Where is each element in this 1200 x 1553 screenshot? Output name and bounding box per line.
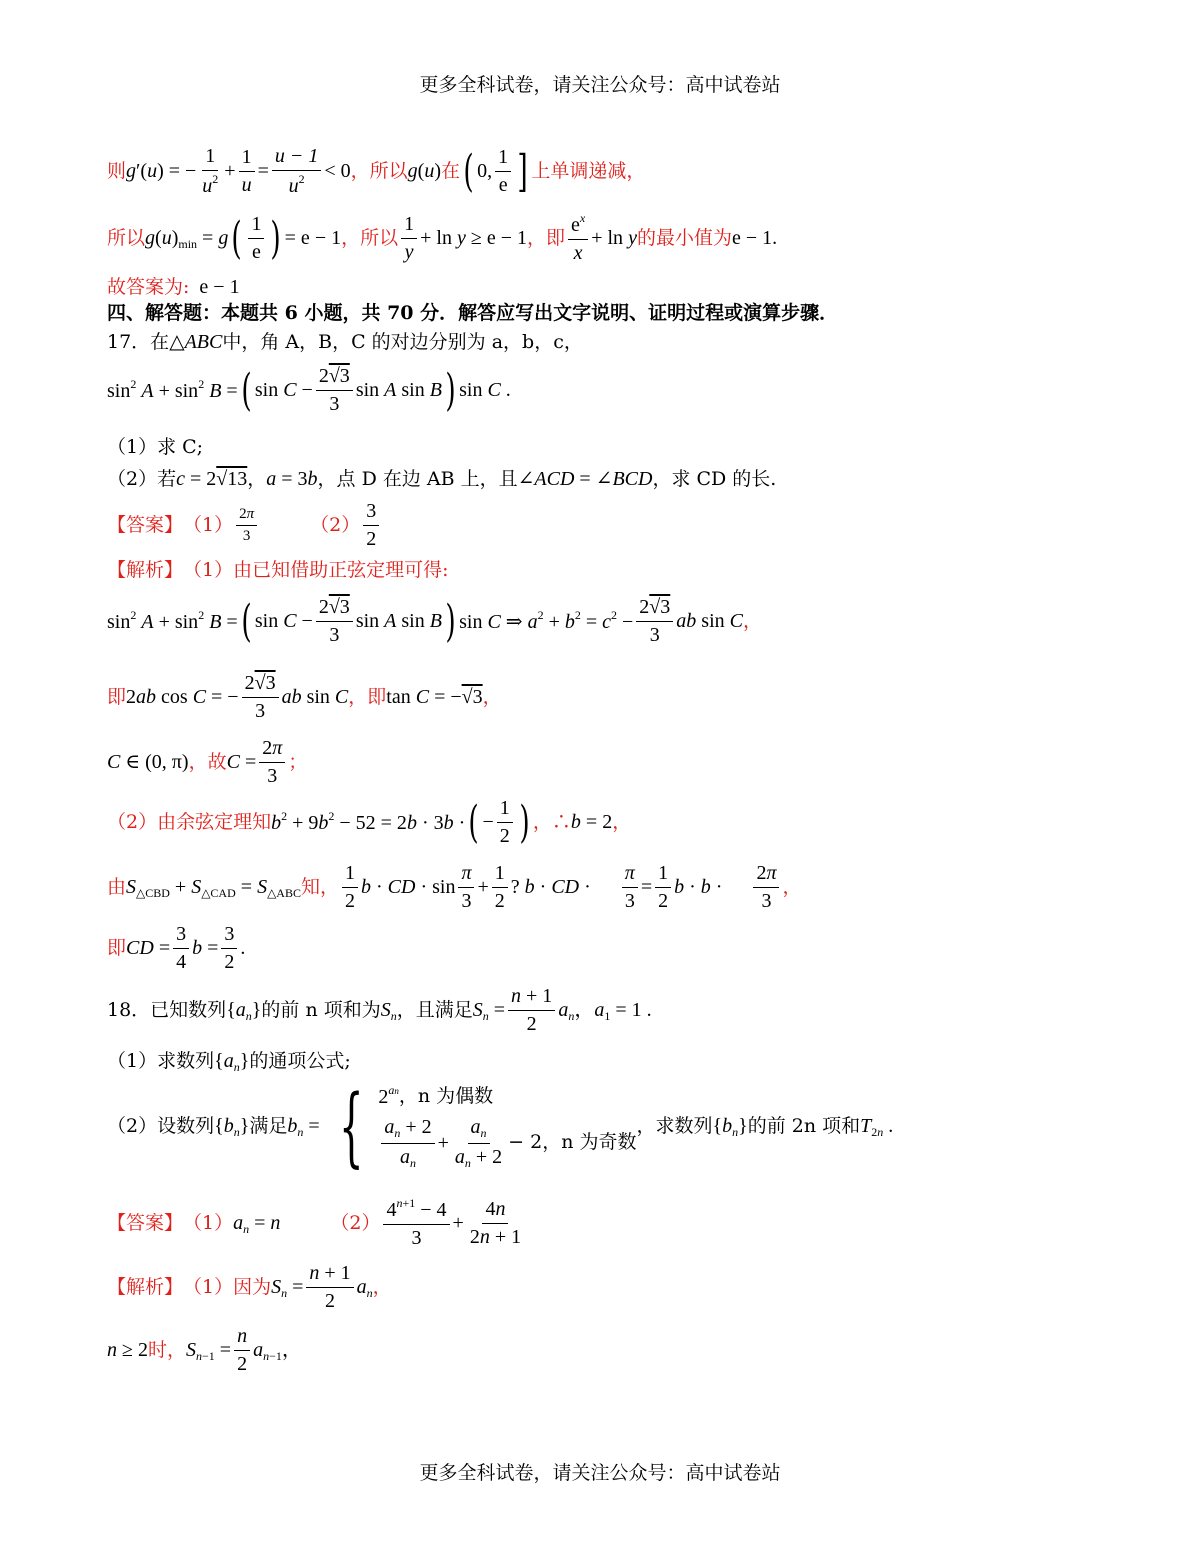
q18-part2: （2）设数列 $\{b_n\}$ 满足 $b_n$ = { $2^{an}$ ，n 为偶数 $a_n + 2$ $a_n$ + $\frac{a_n}{a_n + 2}$ − 2，n 为奇数 ，求数列 $\{b_n\}$ 的前 2n 项和 $T_{2n}$ . (107, 1076, 894, 1177)
line-derivative: 则 g′(u) = − $\frac{1}{u^2}$ + $\frac{1}{u}$ = $\frac{u - 1}{u^2}$ < 0 ，所以 g(u) 在 ( 0, 1 e ] 上单调递减， (107, 145, 646, 197)
q18-part1: （1）求数列 $\{a_n\}$ 的通项公式; (107, 1050, 351, 1074)
q17-part1: （1）求 C; (107, 436, 204, 458)
q17-solution-heading: 【解析】 （1）由已知借助正弦定理可得: (107, 559, 449, 581)
q17-stem: 17．在 △ABC 中，角 A，B，C 的对边分别为 a，b，c， (107, 330, 583, 353)
q18-answer: 【答案】 （1） $a_n = n$ （2） $4^{n+1} - 4$ 3 + $\frac{4n}{2n + 1}$ (107, 1196, 522, 1249)
q17-part2: （2）若 c = 2√13 ， a = 3b ，点 D 在边 AB 上，且 ∠ACD = ∠BCD ，求 CD 的长. (107, 467, 777, 490)
line-minimum: 所以 $g(u)_{min} = g$ ( 1 e ) = e − 1 ，所以 1 y + ln y ≥ e − 1 ，即 $e^x$ x + ln y 的最小值为 e − 1. (107, 211, 778, 264)
q18-solution-2: n ≥ 2 时， $S_{n-1}$ = $\frac{n}{2}$ $a_{n-1}$， (107, 1325, 302, 1375)
q17-solution-eq4: （2）由余弦定理知 $b^2 + 9b^2 - 52 = 2b \cdot 3b$ · ( − $\frac{1}{2}$ ) ，∴ b = 2 ， (107, 796, 632, 848)
q18-stem: 18．已知数列 $\{a_n\}$ 的前 n 项和为 $S_n$ ，且满足 $S_n$ = $\frac{n + 1}{2}$ $a_n$，$a_1 = 1$ . (107, 985, 652, 1035)
page-header: 更多全科试卷，请关注公众号：高中试卷站 (419, 74, 781, 96)
q17-solution-eq5: 由 $S_{\triangle CBD} + S_{\triangle CAD} = S_{\triangle ABC}$ 知， 1 2 b · CD · sin π 3 + $\frac{1}{2}$ ? b · CD · $\frac{\pi}{3}$ = $\frac{1}{2}$ b · b · 2π 3 ， (107, 862, 802, 912)
section-heading: 四、解答题：本题共 6 小题，共 70 分．解答应写出文字说明、证明过程或演算步骤． (107, 302, 839, 324)
q17-solution-eq3: C ∈ (0, π) ，故 C = $\frac{2\pi}{3}$ ； (107, 737, 308, 787)
q17-solution-final: 即 CD = $\frac{3}{4}$ b = $\frac{3}{2}$ . (107, 923, 246, 973)
q17-solution-eq2: 即 2ab cos C = − $\frac{2√3}{3}$ ab sin C ，即 tan C = −√3 ， (107, 672, 502, 722)
q17-answer: 【答案】 （1） 2π 3 （2） 3 2 (107, 500, 382, 551)
page-footer: 更多全科试卷，请关注公众号：高中试卷站 (419, 1462, 781, 1484)
q18-solution-1: 【解析】 （1）因为 $S_n$ = $\frac{n + 1}{2}$ $a_n$ ， (107, 1262, 392, 1312)
q17-equation: $\sin^2 A + \sin^2 B$ = ( sin C − $\frac{2√3}{3}$ sin A sin B ) sin C . (107, 364, 511, 416)
line-answer-16: 故答案为: e − 1 (107, 275, 240, 298)
q17-solution-eq1: $\sin^2 A + \sin^2 B$ = ( sin C − $\frac{2√3}{3}$ sin A sin B ) sin C ⇒ $a^2 + b^2 = c^2$ − $\frac{2√3}{3}$ ab sin C ， (107, 595, 762, 647)
